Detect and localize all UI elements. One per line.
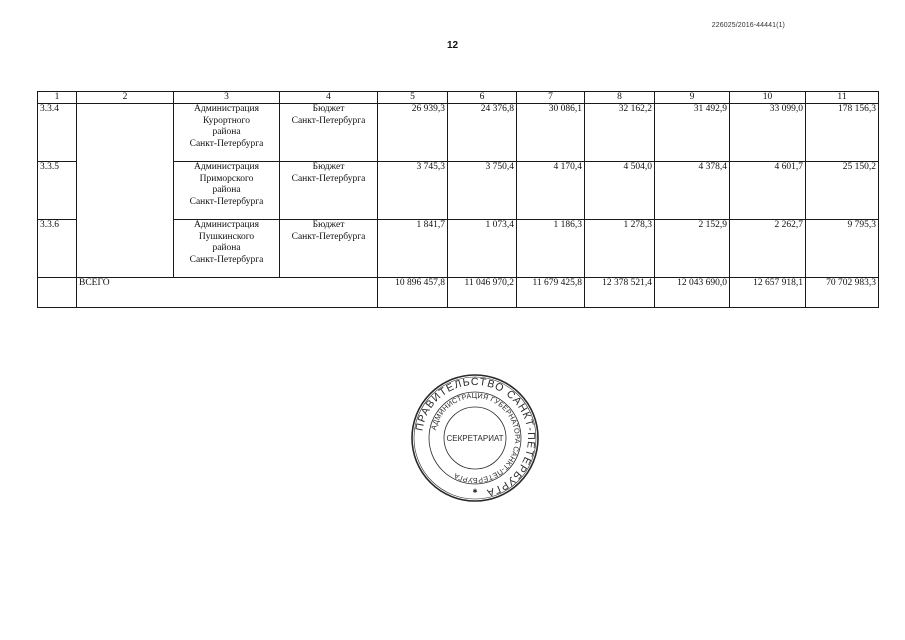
value-cell: 4 378,4 xyxy=(655,162,730,220)
value-cell: 1 186,3 xyxy=(517,220,585,278)
funding-source-cell: Бюджет Санкт-Петербурга xyxy=(280,162,378,220)
total-value-cell: 11 046 970,2 xyxy=(448,278,517,308)
column-header: 9 xyxy=(655,92,730,104)
column-header: 6 xyxy=(448,92,517,104)
column-header: 8 xyxy=(585,92,655,104)
total-value-cell: 12 043 690,0 xyxy=(655,278,730,308)
executor-cell: Администрация Пушкинского района Санкт-Петербурга xyxy=(174,220,280,278)
stamp-center-text: СЕКРЕТАРИАТ xyxy=(446,434,504,443)
column-header: 1 xyxy=(38,92,77,104)
total-value-cell: 11 679 425,8 xyxy=(517,278,585,308)
value-cell: 4 601,7 xyxy=(730,162,806,220)
table-row xyxy=(38,104,879,162)
value-cell: 1 073,4 xyxy=(448,220,517,278)
funding-source-cell: Бюджет Санкт-Петербурга xyxy=(280,220,378,278)
row-code: 3.3.5 xyxy=(38,162,77,220)
row-total-cell: 178 156,3 xyxy=(806,104,879,162)
column-header: 3 xyxy=(174,92,280,104)
value-cell: 1 841,7 xyxy=(378,220,448,278)
column-header: 11 xyxy=(806,92,879,104)
total-value-cell: 10 896 457,8 xyxy=(378,278,448,308)
stamp-star-icon: ✱ xyxy=(472,488,478,495)
budget-table xyxy=(37,91,879,308)
official-stamp xyxy=(410,373,540,503)
value-cell: 1 278,3 xyxy=(585,220,655,278)
total-label: ВСЕГО xyxy=(77,278,378,308)
column-header: 7 xyxy=(517,92,585,104)
empty-cell xyxy=(38,278,77,308)
executor-cell: Администрация Курортного района Санкт-Петербурга xyxy=(174,104,280,162)
row-code: 3.3.4 xyxy=(38,104,77,162)
value-cell: 3 750,4 xyxy=(448,162,517,220)
value-cell: 33 099,0 xyxy=(730,104,806,162)
executor-cell: Администрация Приморского района Санкт-Петербурга xyxy=(174,162,280,220)
grand-total-cell: 70 702 983,3 xyxy=(806,278,879,308)
value-cell: 4 504,0 xyxy=(585,162,655,220)
merged-empty-cell xyxy=(77,104,174,278)
total-value-cell: 12 657 918,1 xyxy=(730,278,806,308)
value-cell: 4 170,4 xyxy=(517,162,585,220)
value-cell: 26 939,3 xyxy=(378,104,448,162)
row-total-cell: 9 795,3 xyxy=(806,220,879,278)
row-code: 3.3.6 xyxy=(38,220,77,278)
stamp-seal-icon xyxy=(410,373,540,503)
column-header: 5 xyxy=(378,92,448,104)
stamp-outer-text: ПРАВИТЕЛЬСТВО САНКТ-ПЕТЕРБУРГА xyxy=(413,375,538,499)
funding-source-cell: Бюджет Санкт-Петербурга xyxy=(280,104,378,162)
stamp-inner-text: АДМИНИСТРАЦИЯ ГУБЕРНАТОРА САНКТ-ПЕТЕРБУРГА xyxy=(428,390,523,486)
value-cell: 2 262,7 xyxy=(730,220,806,278)
row-total-cell: 25 150,2 xyxy=(806,162,879,220)
document-id: 226025/2016-44441(1) xyxy=(711,22,785,29)
column-header: 2 xyxy=(77,92,174,104)
column-number-row xyxy=(38,92,879,104)
column-header: 4 xyxy=(280,92,378,104)
value-cell: 31 492,9 xyxy=(655,104,730,162)
total-row xyxy=(38,278,879,308)
column-header: 10 xyxy=(730,92,806,104)
value-cell: 2 152,9 xyxy=(655,220,730,278)
value-cell: 32 162,2 xyxy=(585,104,655,162)
page-number: 12 xyxy=(446,40,459,51)
value-cell: 24 376,8 xyxy=(448,104,517,162)
value-cell: 3 745,3 xyxy=(378,162,448,220)
total-value-cell: 12 378 521,4 xyxy=(585,278,655,308)
value-cell: 30 086,1 xyxy=(517,104,585,162)
